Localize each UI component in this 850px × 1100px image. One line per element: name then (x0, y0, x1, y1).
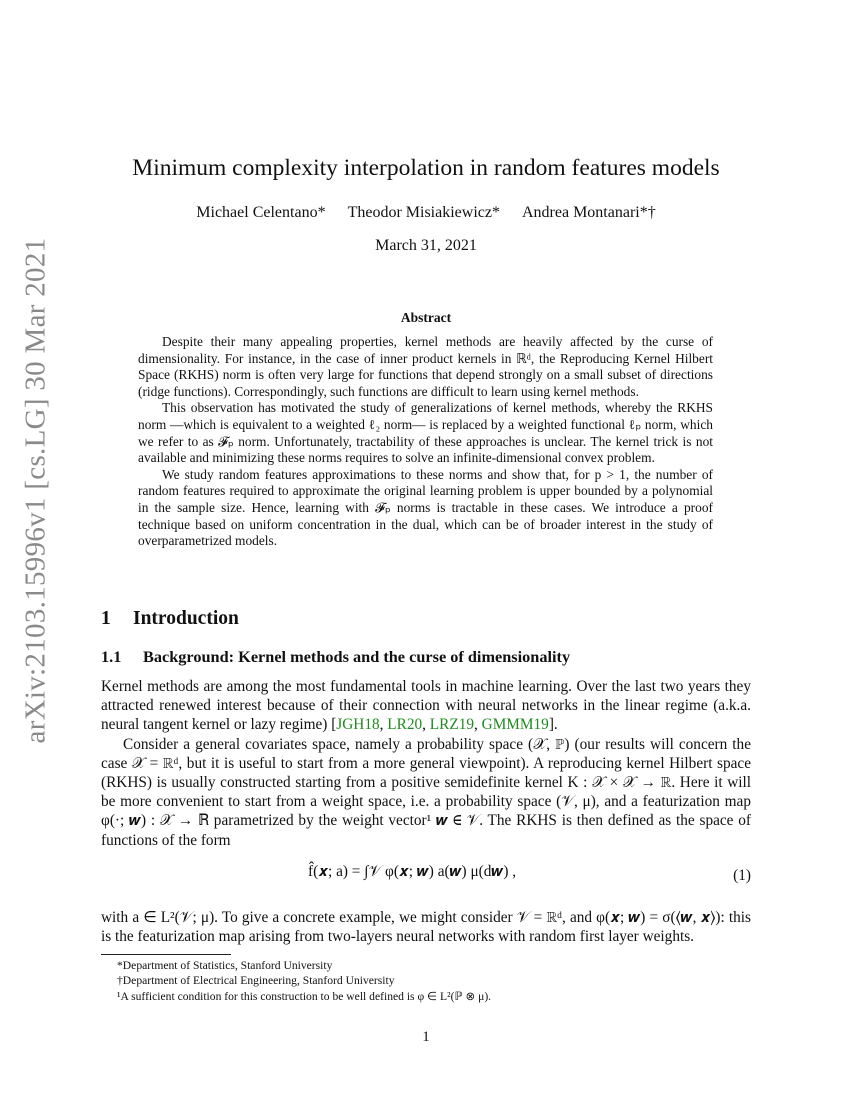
body-paragraph: Kernel methods are among the most fundamental tools in machine learning. Over the last two years they attracted renewed interest because of their connection with neural networks in the linear regime (a.k.a. neural tangent kernel or lazy regime) [JGH18, LR20, LRZ19, GMMM19]. (101, 678, 751, 734)
body-paragraph: Consider a general covariates space, namely a probability space (𝒳, ℙ) (our results will concern the case 𝒳 = ℝᵈ, but it is useful to start from a more general viewpoint). A reproducing kernel Hilbert space (RKHS) is usually constructed starting from a positive semidefinite kernel K : 𝒳 × 𝒳 → ℝ. Here it will be more convenient to start from a weight space, i.e. a probability space (𝒱, μ), and a featurization map φ(·; 𝒘) : 𝒳 → ℝ parametrized by the weight vector¹ 𝒘 ∈ 𝒱. The RKHS is then defined as the space of functions of the form (101, 735, 751, 849)
abstract-heading: Abstract (400, 310, 452, 325)
author-name: Theodor Misiakiewicz* (347, 204, 500, 221)
author-name: Michael Celentano* (196, 204, 326, 221)
subsection-title: Background: Kernel methods and the curse of dimensionality (143, 647, 571, 666)
citation-link[interactable]: LRZ19 (429, 716, 474, 734)
footnote: ¹A sufficient condition for this construction to be well defined is φ ∈ L²(ℙ ⊗ μ). (117, 989, 492, 1003)
author-name: Andrea Montanari*† (521, 204, 656, 221)
paper-date: March 31, 2021 (375, 237, 477, 254)
footnote: *Department of Statistics, Stanford University (117, 959, 333, 972)
arxiv-stamp (16, 237, 56, 743)
paper-title: Minimum complexity interpolation in random features models (132, 155, 720, 181)
equation-body: f̂(𝒙; a) = ∫𝒱 φ(𝒙; 𝒘) a(𝒘) μ(d𝒘) , (308, 863, 517, 880)
body-text-continued (101, 908, 751, 946)
footnotes (101, 958, 751, 1004)
body-text (101, 677, 751, 850)
citation-link[interactable]: JGH18 (336, 716, 380, 734)
display-equation (101, 861, 751, 889)
page-number: 1 (422, 1029, 430, 1045)
subsection-heading-background (101, 647, 570, 667)
subsection-number: 1.1 (101, 647, 122, 666)
footnote: †Department of Electrical Engineering, Stanford University (117, 974, 395, 988)
citation-link[interactable]: GMMM19 (481, 716, 549, 734)
section-heading-introduction (101, 608, 239, 630)
body-paragraph: with a ∈ L²(𝒱; μ). To give a concrete example, we might consider 𝒱 = ℝᵈ, and φ(𝒙; 𝒘) = σ(⟨𝒘, 𝒙⟩): this is the featurization map arising from two-layers neural networks with random first layer weights. (101, 909, 751, 946)
section-title: Introduction (133, 608, 239, 629)
abstract-paragraph: We study random features approximations to these norms and show that, for p > 1, the number of random features required to approximate the original learning problem is upper bounded by a polynomial in the sample size. Hence, learning with 𝓕ₚ norms is tractable in these cases. We introduce a proof technique based on uniform concentration in the dual, which can be of broader interest in the study of overparametrized models. (138, 466, 713, 549)
paragraph-text: ]. (548, 716, 558, 734)
citation-link[interactable]: LR20 (387, 716, 423, 734)
footnote-rule (101, 954, 231, 955)
arxiv-id-text: arXiv:2103.15996v1 [cs.LG] 30 Mar 2021 (19, 237, 52, 743)
abstract-paragraph: Despite their many appealing properties, kernel methods are heavily affected by the curse of dimensionality. For instance, in the case of inner product kernels in ℝᵈ, the Reproducing Kernel Hilbert Space (RKHS) norm is often very large for functions that depend strongly on a small subset of directions (ridge functions). Correspondingly, such functions are difficult to learn using kernel methods. (138, 334, 713, 399)
abstract-body (138, 334, 713, 550)
author-list (101, 204, 751, 222)
abstract-paragraph: This observation has motivated the study of generalizations of kernel methods, whereby the RKHS norm —which is equivalent to a weighted ℓ₂ norm— is replaced by a weighted functional ℓₚ norm, which we refer to as 𝓕ₚ norm. Unfortunately, tractability of these approaches is unclear. The kernel trick is not available and minimizing these norms requires to solve an infinite-dimensional convex problem. (138, 400, 713, 466)
equation-number: (1) (733, 867, 751, 884)
section-number: 1 (101, 608, 111, 629)
paragraph-text: Kernel methods are among the most fundamental tools in machine learning. Over the last two years they attracted renewed interest because of their connection with neural networks in the linear regime (a.k.a. neural tangent kernel or lazy regime) [ (101, 678, 751, 734)
